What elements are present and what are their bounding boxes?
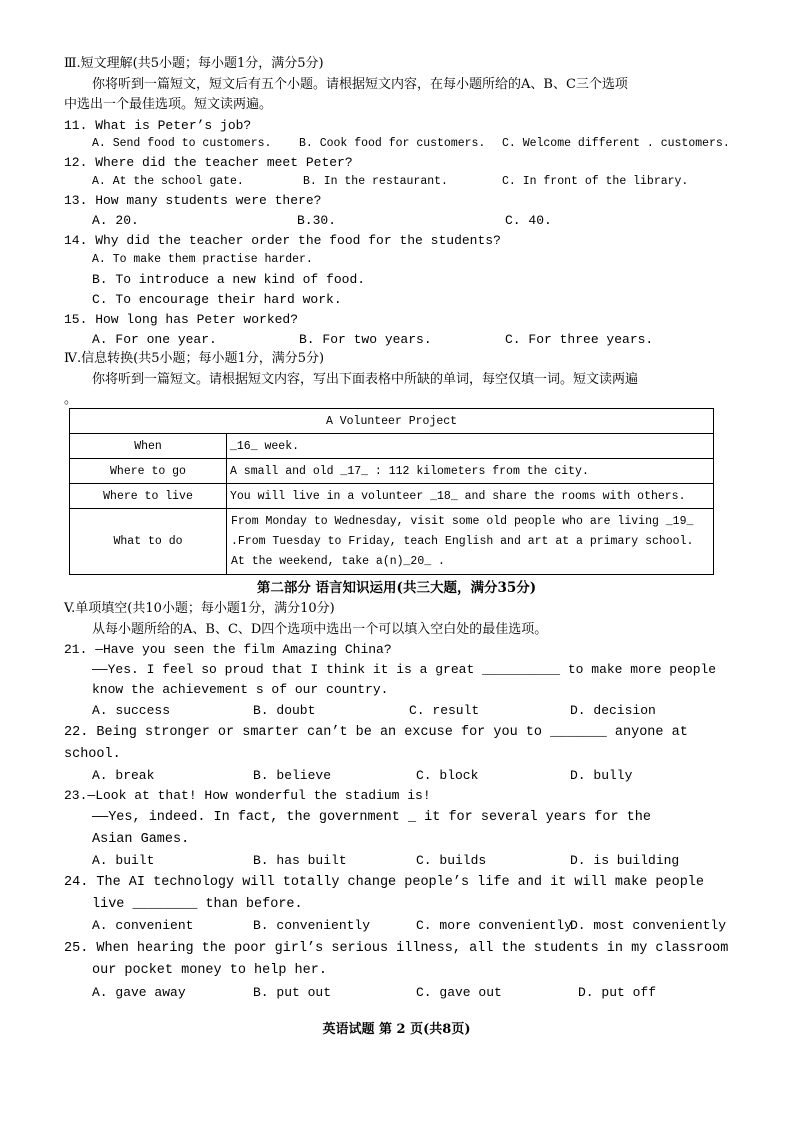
question-25-line2: our pocket money to help her.	[92, 963, 327, 978]
question-25: 25. When hearing the poor girl’s serious illness, all the students in my classroom	[64, 941, 729, 956]
section4-title: Ⅳ.信息转换(共5小题；每小题1分，满分5分)	[64, 351, 325, 366]
question-12: 12. Where did the teacher meet Peter?	[64, 155, 353, 170]
q22-option-c: C. block	[416, 768, 479, 783]
q24-option-a: A. convenient	[92, 918, 194, 933]
q22-option-b: B. believe	[253, 768, 332, 783]
section3-instructions: 你将听到一篇短文，短文后有五个小题。请根据短文内容，在每小题所给的A、B、C三个选项	[92, 77, 628, 92]
q21-option-a: A. success	[92, 703, 171, 718]
section4-instructions: 你将听到一篇短文。请根据短文内容，写出下面表格中所缺的单词，每空仅填一词。短文读两遍	[92, 372, 639, 387]
q25-option-c: C. gave out	[416, 985, 502, 1000]
table-title: A Volunteer Project	[70, 409, 714, 434]
q13-option-b: B.30.	[297, 213, 337, 228]
q22-option-a: A. break	[92, 768, 155, 783]
question-15: 15. How long has Peter worked?	[64, 312, 299, 327]
q13-option-a: A. 20.	[92, 213, 139, 228]
q11-option-b: B. Cook food for customers.	[299, 137, 486, 150]
row-content-where-to-go: A small and old _17_ : 112 kilometers from the city.	[227, 459, 714, 484]
question-23-line3: Asian Games.	[92, 832, 190, 847]
row-content-when: _16_ week.	[227, 434, 714, 459]
section4-instructions-cont: 。	[64, 392, 78, 407]
q23-option-b: B. has built	[253, 853, 347, 868]
q11-option-c: C. Welcome different . customers.	[502, 137, 730, 150]
q25-option-d: D. put off	[578, 985, 657, 1000]
question-22: 22. Being stronger or smarter can’t be an excuse for you to _______ anyone at	[64, 725, 688, 740]
q14-option-b: B. To introduce a new kind of food.	[92, 272, 366, 287]
section3-title: Ⅲ.短文理解(共5小题；每小题1分，满分5分)	[64, 56, 324, 71]
question-22-line2: school.	[64, 747, 121, 762]
q24-option-b: B. conveniently	[253, 918, 371, 933]
question-21-line3: know the achievement s of our country.	[92, 682, 389, 697]
table-row	[70, 509, 714, 575]
question-24-line2: live ________ than before.	[92, 897, 303, 912]
q24-option-d: D. most conveniently	[570, 918, 727, 933]
question-21: 21. —Have you seen the film Amazing China?	[64, 642, 392, 657]
q15-option-b: B. For two years.	[299, 332, 432, 347]
question-23: 23.—Look at that! How wonderful the stadium is!	[64, 788, 431, 803]
what-to-do-line-2: .From Tuesday to Friday, teach English and art at a primary school.	[231, 534, 694, 548]
q24-option-c: C. more conveniently	[416, 918, 573, 933]
q13-option-c: C. 40.	[505, 213, 552, 228]
what-to-do-line-3: At the weekend, take a(n)_20_ .	[231, 554, 445, 568]
q11-option-a: A. Send food to customers.	[92, 137, 272, 150]
q15-option-a: A. For one year.	[92, 332, 217, 347]
q22-option-d: D. bully	[570, 768, 633, 783]
q21-option-d: D. decision	[570, 703, 656, 718]
q12-option-b: B. In the restaurant.	[303, 175, 448, 188]
row-content-what-to-do	[227, 509, 714, 575]
part2-title: 第二部分 语言知识运用(共三大题，满分35分)	[256, 580, 537, 596]
section5-title: V.单项填空(共10小题；每小题1分，满分10分)	[64, 601, 335, 616]
q23-option-a: A. built	[92, 853, 155, 868]
q14-option-a: A. To make them practise harder.	[92, 253, 313, 266]
row-content-where-to-live: You will live in a volunteer _18_ and share the rooms with others.	[227, 484, 714, 509]
q14-option-c: C. To encourage their hard work.	[92, 292, 342, 307]
volunteer-project-table	[69, 408, 714, 575]
q21-option-b: B. doubt	[253, 703, 316, 718]
q25-option-a: A. gave away	[92, 985, 186, 1000]
what-to-do-line-1: From Monday to Wednesday, visit some old people who are living _19_	[231, 514, 694, 528]
q12-option-c: C. In front of the library.	[502, 175, 689, 188]
q25-option-b: B. put out	[253, 985, 332, 1000]
page-footer: 英语试题 第 2 页(共8页)	[322, 1022, 471, 1037]
question-21-line2: ——Yes. I feel so proud that I think it is a great __________ to make more people	[92, 662, 717, 677]
row-label-where-to-go: Where to go	[70, 459, 227, 484]
row-label-what-to-do: What to do	[70, 509, 227, 575]
q23-option-d: D. is building	[570, 853, 680, 868]
question-23-line2: ——Yes, indeed. In fact, the government _ it for several years for the	[92, 810, 651, 825]
q23-option-c: C. builds	[416, 853, 487, 868]
q12-option-a: A. At the school gate.	[92, 175, 244, 188]
table-row	[70, 459, 714, 484]
question-11: 11. What is Peter’s job?	[64, 118, 252, 133]
section5-instructions: 从每小题所给的A、B、C、D四个选项中选出一个可以填入空白处的最佳选项。	[92, 622, 548, 637]
q15-option-c: C. For three years.	[505, 332, 654, 347]
row-label-when: When	[70, 434, 227, 459]
table-row	[70, 434, 714, 459]
question-24: 24. The AI technology will totally change people’s life and it will make people	[64, 875, 705, 890]
q21-option-c: C. result	[409, 703, 480, 718]
row-label-where-to-live: Where to live	[70, 484, 227, 509]
table-row	[70, 484, 714, 509]
section3-instructions-cont: 中选出一个最佳选项。短文读两遍。	[64, 97, 273, 112]
question-14: 14. Why did the teacher order the food for the students?	[64, 233, 501, 248]
question-13: 13. How many students were there?	[64, 193, 322, 208]
